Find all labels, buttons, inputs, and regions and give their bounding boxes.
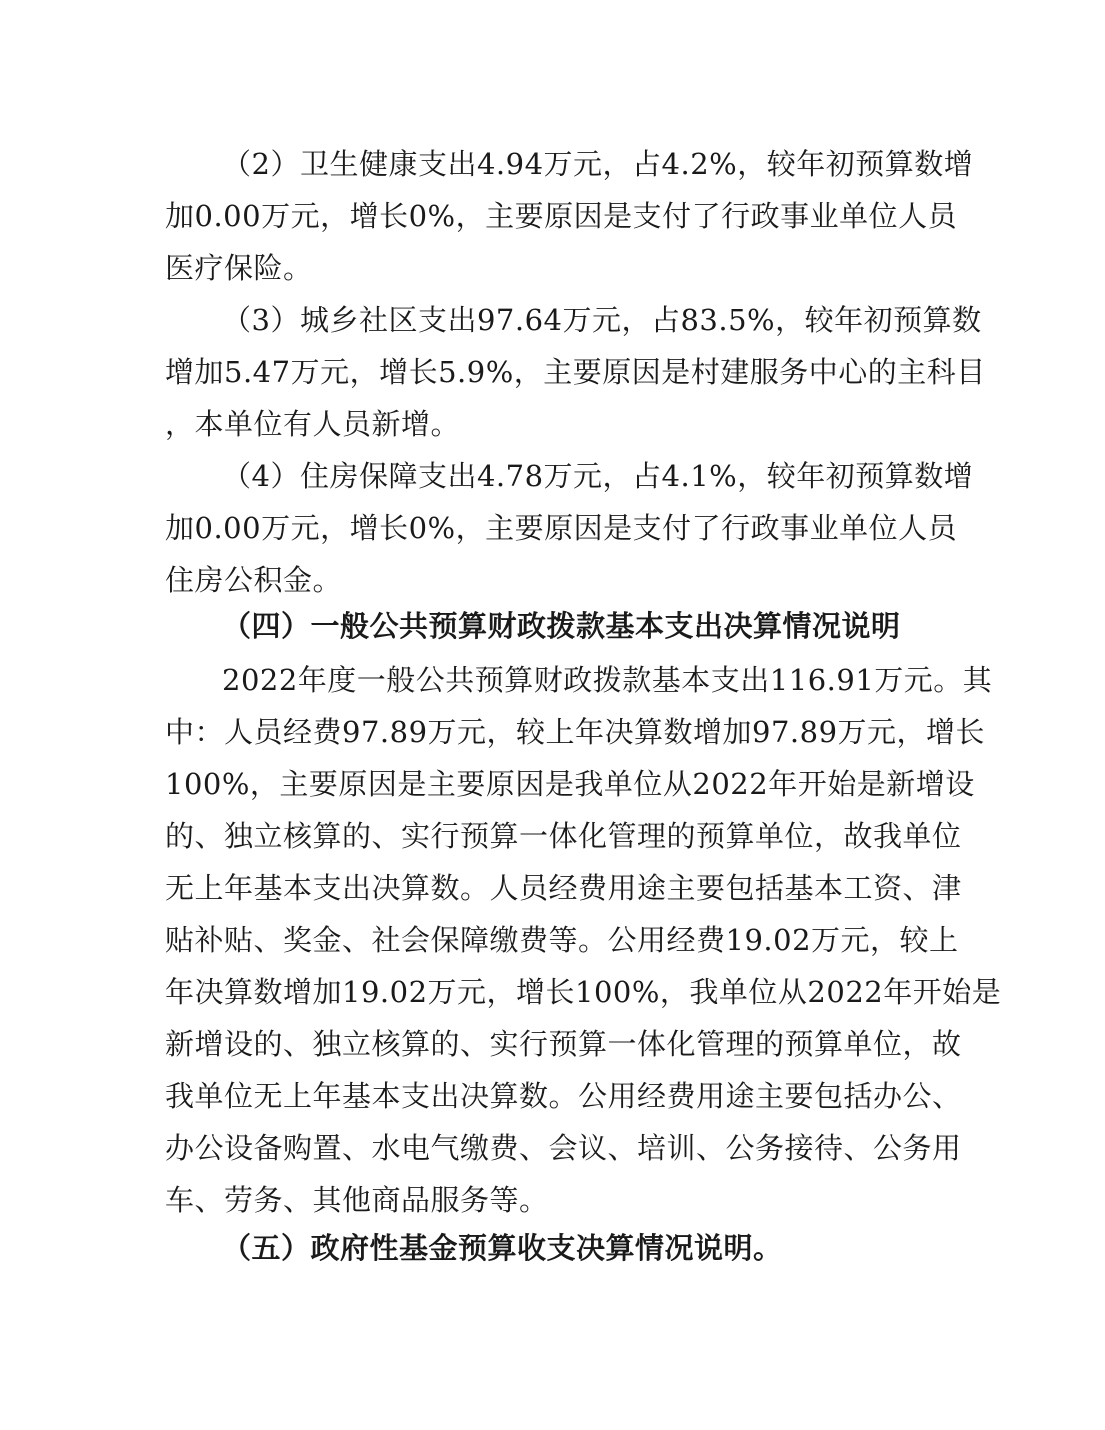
text-line: 车、劳务、其他商品服务等。 xyxy=(165,1183,549,1217)
text-line: （3）城乡社区支出97.64万元，占83.5%，较年初预算数 xyxy=(222,303,982,337)
text-line: 新增设的、独立核算的、实行预算一体化管理的预算单位，故 xyxy=(165,1027,962,1061)
text-line: 医疗保险。 xyxy=(165,251,313,285)
text-line: 贴补贴、奖金、社会保障缴费等。公用经费19.02万元，较上 xyxy=(165,923,959,957)
section-heading-text: （五）政府性基金预算收支决算情况说明。 xyxy=(222,1231,783,1265)
text-line: （2）卫生健康支出4.94万元，占4.2%，较年初预算数增 xyxy=(222,147,974,181)
text-line: 加0.00万元，增长0%，主要原因是支付了行政事业单位人员 xyxy=(165,199,958,233)
section-heading-text: （四）一般公共预算财政拨款基本支出决算情况说明 xyxy=(222,609,901,643)
text-line: 无上年基本支出决算数。人员经费用途主要包括基本工资、津 xyxy=(165,871,962,905)
text-line: 的、独立核算的、实行预算一体化管理的预算单位，故我单位 xyxy=(165,819,962,853)
text-line: ，本单位有人员新增。 xyxy=(165,407,461,441)
text-line: 办公设备购置、水电气缴费、会议、培训、公务接待、公务用 xyxy=(165,1131,962,1165)
text-line: 2022年度一般公共预算财政拨款基本支出116.91万元。其 xyxy=(222,663,993,697)
text-line: 中：人员经费97.89万元，较上年决算数增加97.89万元，增长 xyxy=(165,715,986,749)
text-line: 住房公积金。 xyxy=(165,563,343,597)
text-line: 增加5.47万元，增长5.9%，主要原因是村建服务中心的主科目 xyxy=(165,355,986,389)
text-line: 100%，主要原因是主要原因是我单位从2022年开始是新增设 xyxy=(165,767,975,801)
text-line: 加0.00万元，增长0%，主要原因是支付了行政事业单位人员 xyxy=(165,511,958,545)
text-line: 年决算数增加19.02万元，增长100%，我单位从2022年开始是 xyxy=(165,975,1002,1009)
text-line: 我单位无上年基本支出决算数。公用经费用途主要包括办公、 xyxy=(165,1079,962,1113)
text-line: （4）住房保障支出4.78万元，占4.1%，较年初预算数增 xyxy=(222,459,974,493)
